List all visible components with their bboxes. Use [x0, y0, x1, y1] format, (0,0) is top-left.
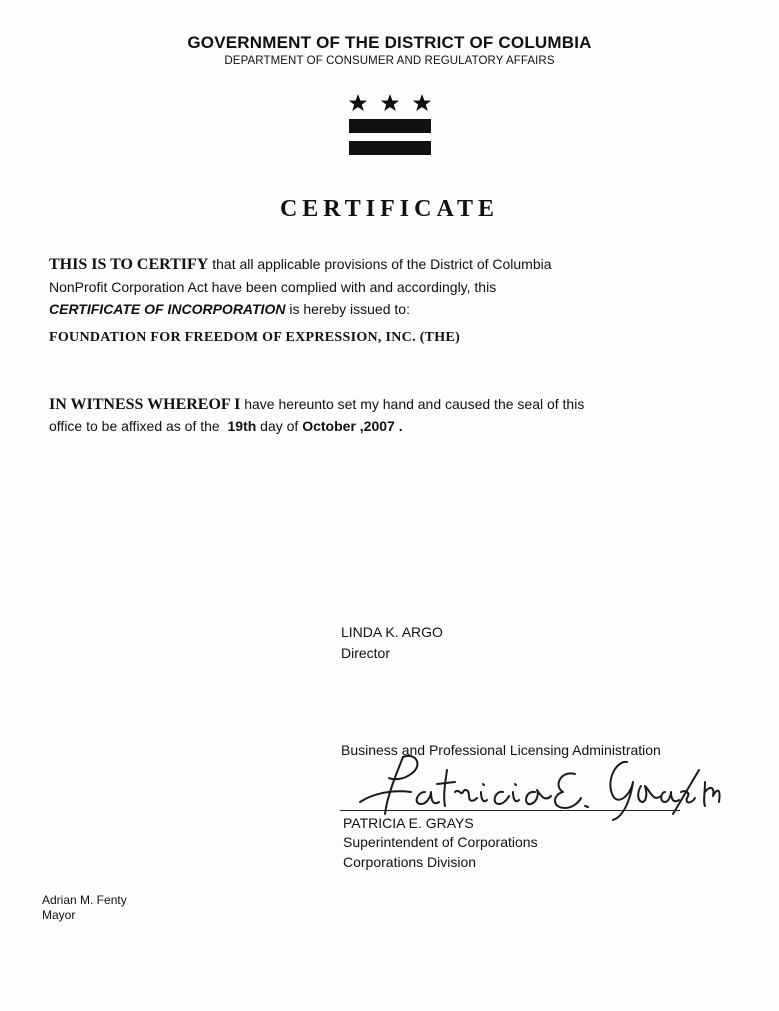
division-name: Corporations Division	[343, 854, 477, 870]
certify-line-1	[49, 256, 552, 274]
government-title: GOVERNMENT OF THE DISTRICT OF COLUMBIA	[187, 33, 592, 52]
star-icon	[413, 94, 431, 111]
dc-flag-icon	[348, 93, 432, 157]
certify-lead: THIS IS TO CERTIFY	[49, 256, 209, 273]
affixed-prefix: office to be affixed as of the	[49, 418, 224, 434]
witness-lead: IN WITNESS WHEREOF I	[49, 396, 241, 413]
certify-line-3	[49, 301, 410, 317]
issue-month-year: October ,2007 .	[302, 418, 403, 434]
signatory-title: Superintendent of Corporations	[343, 834, 538, 850]
flag-bar	[349, 141, 431, 155]
organization-name: FOUNDATION FOR FREEDOM OF EXPRESSION, INC. (THE)	[49, 330, 461, 345]
handwritten-signature	[355, 752, 725, 822]
signature-rule	[340, 810, 680, 811]
star-icon	[381, 94, 399, 111]
witness-line-2	[49, 418, 403, 434]
department-name: DEPARTMENT OF CONSUMER AND REGULATORY AFFAIRS	[224, 55, 555, 67]
certify-line-2: NonProfit Corporation Act have been complied with and accordingly, this	[49, 279, 497, 295]
mayor-name: Adrian M. Fenty	[42, 893, 127, 907]
flag-bar	[349, 119, 431, 133]
administration-name: Business and Professional Licensing Administration	[341, 742, 661, 758]
witness-rest: have hereunto set my hand and caused the seal of this	[240, 396, 585, 412]
issue-day: 19th	[227, 418, 257, 434]
certificate-title: CERTIFICATE	[279, 196, 500, 222]
witness-line-1	[49, 396, 584, 414]
star-icon	[349, 94, 367, 111]
director-title: Director	[341, 645, 391, 661]
issued-to-text: is hereby issued to:	[285, 301, 410, 317]
director-name: LINDA K. ARGO	[341, 624, 443, 640]
mayor-title: Mayor	[42, 908, 76, 922]
signatory-name: PATRICIA E. GRAYS	[343, 815, 474, 831]
certify-rest: that all applicable provisions of the District of Columbia	[208, 256, 552, 272]
day-of-text: day of	[256, 418, 303, 434]
certificate-type: CERTIFICATE OF INCORPORATION	[49, 301, 286, 317]
